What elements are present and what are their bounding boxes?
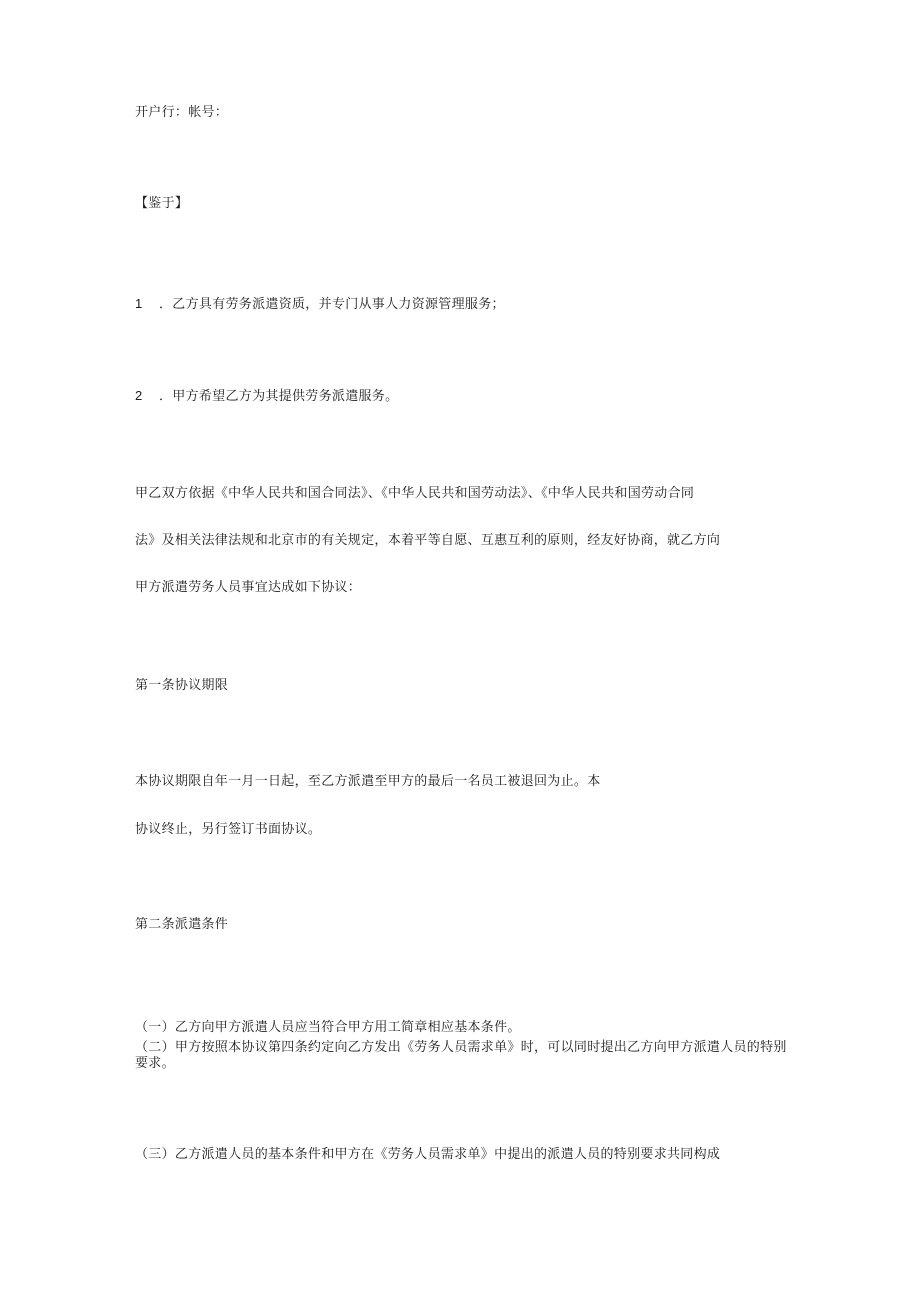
article-1-line-2: 协议终止，另行签订书面协议。: [135, 822, 322, 837]
preamble-line-2: 法》及相关法律法规和北京市的有关规定，本着平等自愿、互惠互利的原则，经友好协商，就乙方向: [135, 533, 721, 548]
article-2-title: 第二条派遣条件: [135, 917, 229, 932]
whereas-item-number: 2: [135, 388, 143, 403]
whereas-heading: 【鉴于】: [135, 196, 189, 211]
article-2-clause-1: （一）乙方向甲方派遣人员应当符合甲方用工简章相应基本条件。: [135, 1020, 521, 1035]
bank-account-line: 开户行：帐号：: [135, 105, 229, 120]
article-1-title: 第一条协议期限: [135, 678, 229, 693]
preamble-line-3: 甲方派遣劳务人员事宜达成如下协议：: [135, 580, 362, 595]
whereas-item-2: [135, 388, 398, 405]
article-2-clause-3: （三）乙方派遣人员的基本条件和甲方在《劳务人员需求单》中提出的派遣人员的特别要求共同构成: [135, 1147, 721, 1162]
whereas-item-1: [135, 296, 505, 313]
article-1-line-1: 本协议期限自年一月一日起，至乙方派遣至甲方的最后一名员工被退回为止。本: [135, 774, 601, 789]
preamble-line-1: 甲乙双方依据《中华人民共和国合同法》、《中华人民共和国劳动法》、《中华人民共和国劳动合同: [135, 486, 695, 501]
whereas-item-text: ．乙方具有劳务派遣资质，并专门从事人力资源管理服务；: [159, 297, 505, 312]
whereas-item-number: 1: [135, 296, 143, 311]
article-2-clause-2: （二）甲方按照本协议第四条约定向乙方发出《劳务人员需求单》时，可以同时提出乙方向甲方派遣人员的特别要求。: [135, 1040, 787, 1071]
whereas-item-text: ．甲方希望乙方为其提供劳务派遣服务。: [159, 389, 399, 404]
